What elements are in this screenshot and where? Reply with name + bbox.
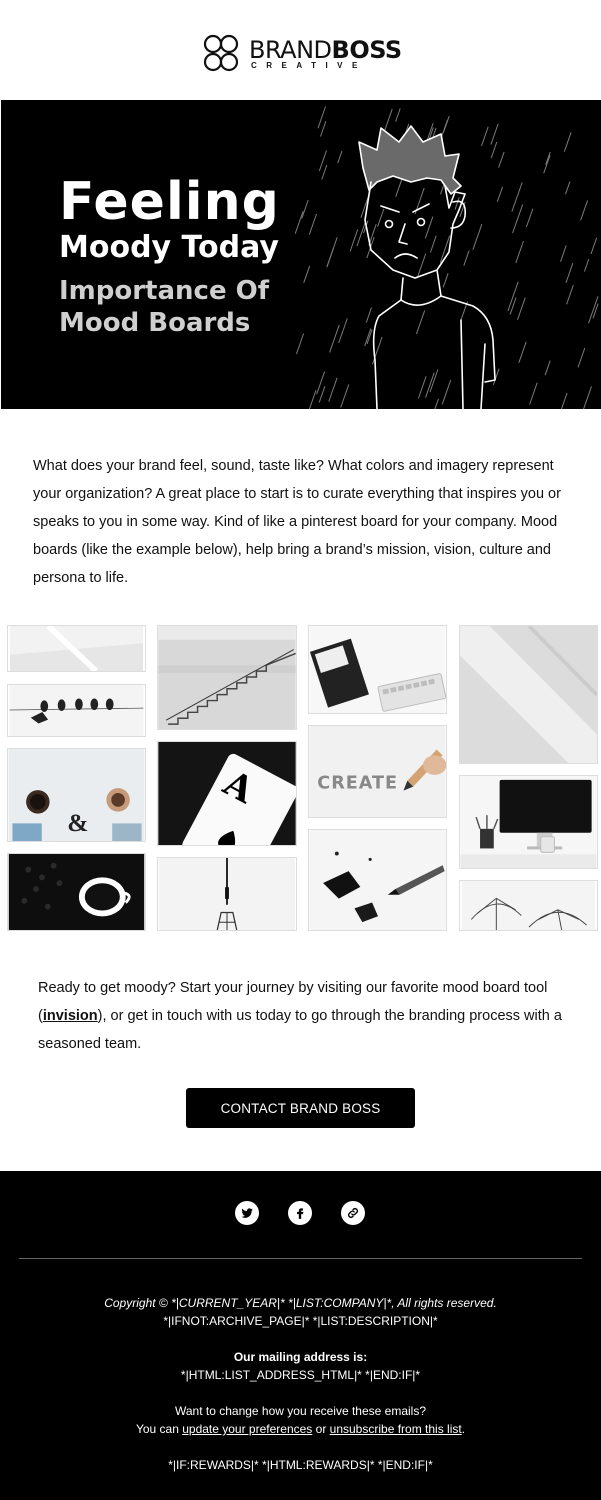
rain-streak bbox=[566, 182, 570, 195]
rain-streak bbox=[561, 245, 567, 261]
copyright-year: *|CURRENT_YEAR|* bbox=[171, 1296, 285, 1310]
tile-black-coffee-beans bbox=[7, 853, 146, 931]
footer-divider bbox=[19, 1258, 582, 1259]
logo-boss-text: BOSS bbox=[331, 36, 402, 64]
rain-streak bbox=[582, 386, 592, 409]
rewards-line: *|IF:REWARDS|* *|HTML:REWARDS|* *|END:IF|* bbox=[168, 1458, 433, 1472]
intro-paragraph: What does your brand feel, sound, taste like? What colors and imagery represent your organization? A great place to start is to curate everything that inspires you or speaks to you in some way. Kind of like a pinterest board for your company. Mood boards (like the example below), help bring a brand’s mission, vision, culture and persona to life. bbox=[33, 458, 561, 586]
logo-wordmark bbox=[249, 36, 402, 64]
rain-streak bbox=[306, 390, 316, 409]
tile-birds-on-wire bbox=[7, 684, 146, 737]
mailing-address-value: *|HTML:LIST_ADDRESS_HTML|* *|END:IF|* bbox=[180, 1368, 421, 1382]
rain-streak bbox=[321, 121, 326, 136]
tile-pencil-shavings bbox=[308, 829, 447, 931]
rain-streak bbox=[581, 200, 588, 220]
cta-text-before: Ready to get moody? Start your journey by visiting our favorite mood board tool ( bbox=[38, 980, 548, 1024]
tile-white-architecture bbox=[7, 625, 146, 672]
hero-banner bbox=[1, 100, 601, 409]
tile-notebook-keyboard bbox=[308, 625, 447, 714]
hero-title-feeling: Feeling bbox=[59, 172, 280, 232]
archive-description-line: *|IFNOT:ARCHIVE_PAGE|* *|LIST:DESCRIPTION|* bbox=[163, 1314, 438, 1328]
tile-white-wall-shadow bbox=[459, 625, 598, 764]
rain-streak bbox=[544, 155, 550, 173]
update-preferences-link[interactable]: update your preferences bbox=[182, 1422, 313, 1436]
copyright-company: *|LIST:COMPANY|* bbox=[288, 1296, 392, 1310]
preferences-suffix: . bbox=[461, 1422, 466, 1436]
brandboss-logo[interactable] bbox=[203, 32, 403, 74]
rain-streak bbox=[309, 214, 316, 234]
mailing-address-heading: Our mailing address is: bbox=[233, 1350, 368, 1364]
rain-streak bbox=[327, 248, 334, 268]
card-letter: A bbox=[216, 762, 261, 812]
preferences-or: or bbox=[312, 1422, 330, 1436]
rain-streak bbox=[578, 348, 585, 367]
rain-streak bbox=[330, 325, 340, 352]
logo-mark-icon bbox=[203, 34, 241, 72]
link-icon bbox=[346, 1206, 360, 1220]
link-button[interactable] bbox=[341, 1201, 365, 1225]
rain-streak bbox=[322, 165, 327, 180]
rain-streak bbox=[545, 361, 550, 376]
email-header bbox=[0, 0, 601, 100]
tile-create-pencil-drawing bbox=[308, 725, 447, 818]
copyright-line bbox=[0, 1294, 601, 1312]
invision-link[interactable]: invision bbox=[42, 1008, 98, 1024]
rain-streak bbox=[584, 259, 588, 272]
copyright-prefix: Copyright © bbox=[104, 1296, 172, 1310]
tile-hanging-lamp bbox=[157, 857, 297, 931]
hero-title-moody-today: Moody Today bbox=[59, 230, 279, 265]
hero-subtitle: Importance Of Mood Boards bbox=[59, 276, 270, 338]
rain-streak bbox=[329, 378, 337, 402]
rain-streak bbox=[546, 152, 551, 165]
unsubscribe-link[interactable]: unsubscribe from this list bbox=[329, 1422, 462, 1436]
rain-streak bbox=[589, 296, 598, 323]
logo-tagline: CREATIVE bbox=[251, 61, 367, 70]
tile-coffee-ampersand bbox=[7, 748, 146, 842]
copyright-suffix: , All rights reserved. bbox=[391, 1296, 497, 1310]
twitter-button[interactable] bbox=[235, 1201, 259, 1225]
cta-text-after: ), or get in touch with us today to go through the branding process with a seasoned team. bbox=[38, 1008, 562, 1052]
rain-streak bbox=[591, 238, 597, 254]
svg-text:&: & bbox=[67, 808, 89, 838]
tile-desk-monitor bbox=[459, 775, 598, 869]
rain-streak bbox=[302, 200, 308, 218]
facebook-button[interactable] bbox=[288, 1201, 312, 1225]
moody-man-illustration bbox=[341, 120, 541, 409]
twitter-icon bbox=[240, 1206, 254, 1220]
rain-streak bbox=[561, 393, 568, 409]
email-footer bbox=[0, 1171, 601, 1500]
contact-brand-boss-button[interactable]: CONTACT BRAND BOSS bbox=[186, 1088, 415, 1128]
rain-streak bbox=[566, 263, 573, 283]
tile-umbrellas bbox=[459, 880, 598, 931]
rain-streak bbox=[295, 211, 303, 234]
rain-streak bbox=[567, 285, 574, 304]
rain-streak bbox=[319, 386, 325, 402]
rain-streak bbox=[564, 132, 571, 151]
logo-brand-text: BRAND bbox=[249, 36, 332, 64]
preferences-line bbox=[0, 1420, 601, 1438]
rain-streak bbox=[593, 304, 598, 319]
preferences-prefix: You can bbox=[135, 1422, 183, 1436]
change-emails-question: Want to change how you receive these emails? bbox=[174, 1404, 427, 1418]
facebook-icon bbox=[293, 1206, 307, 1220]
tile-white-staircase bbox=[157, 625, 297, 730]
create-word: CREATE bbox=[317, 773, 399, 794]
cta-paragraph bbox=[38, 974, 578, 1058]
tile-ace-of-spades-card bbox=[157, 741, 297, 846]
